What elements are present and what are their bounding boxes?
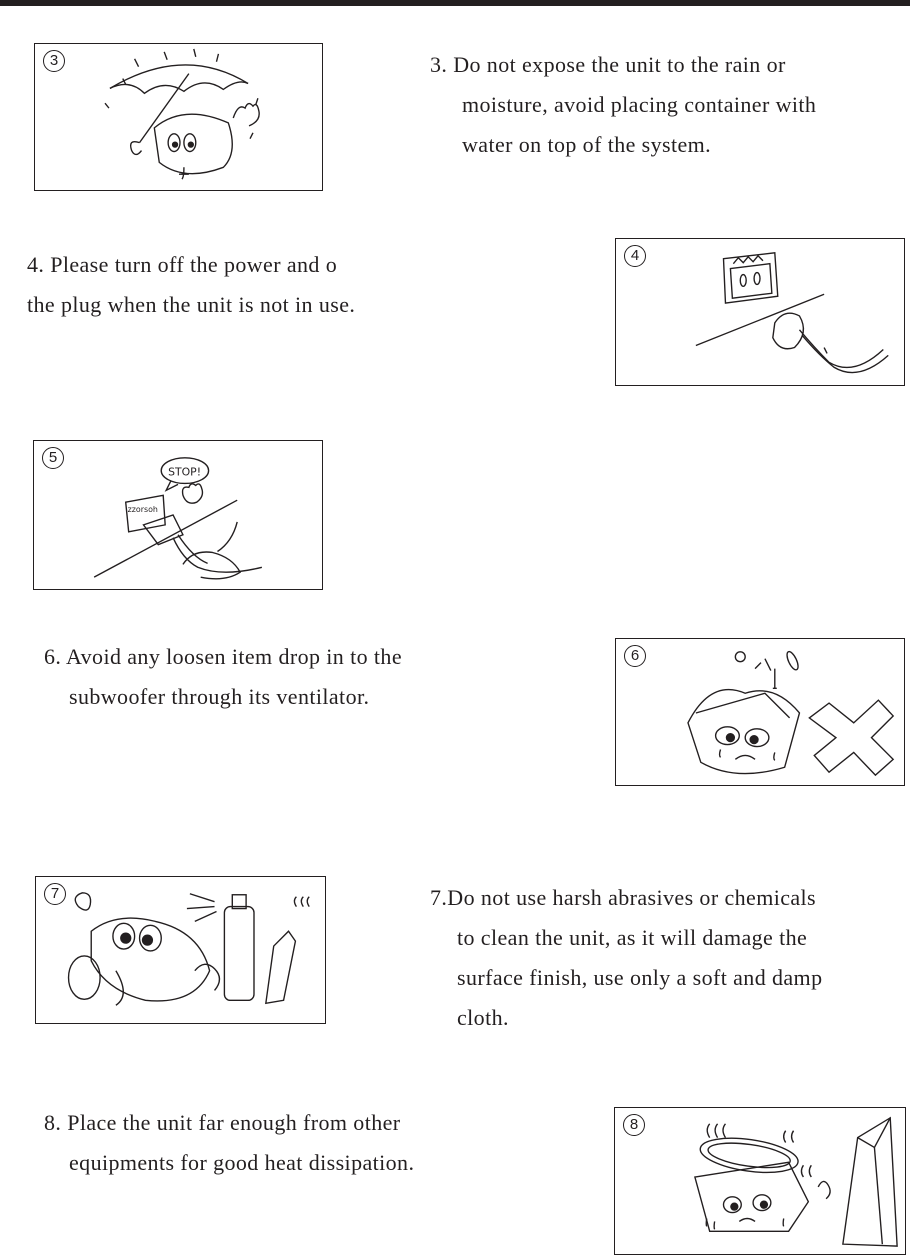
stop-label: STOP! — [168, 465, 202, 479]
instruction-7-line-4: cloth. — [457, 1005, 509, 1030]
instruction-7-line-3: surface finish, use only a soft and damp — [457, 965, 823, 990]
instruction-3-line-1: 3. Do not expose the unit to the rain or — [430, 52, 786, 77]
outlet-label: zzorsoh — [127, 505, 158, 515]
illustration-8-frame — [614, 1107, 906, 1255]
illustration-5-frame — [33, 440, 323, 590]
instruction-4-line-1: 4. Please turn off the power and o — [27, 252, 338, 277]
instruction-8 — [44, 1103, 414, 1183]
instruction-4 — [27, 245, 437, 325]
badge-4: 4 — [624, 245, 646, 267]
wall-outlet-plug-icon — [616, 239, 904, 385]
badge-5: 5 — [42, 447, 64, 469]
unplug-stop-icon — [34, 441, 322, 589]
item-drop-no-icon — [616, 639, 904, 785]
chemical-spray-icon — [36, 877, 325, 1023]
instruction-7-line-1: 7.Do not use harsh abrasives or chemicals — [430, 885, 817, 910]
instruction-7-line-2: to clean the unit, as it will damage the — [457, 925, 808, 950]
instruction-6-line-2: subwoofer through its ventilator. — [69, 684, 370, 709]
badge-8: 8 — [623, 1114, 645, 1136]
instruction-3-line-2: moisture, avoid placing container with — [462, 92, 817, 117]
instruction-3-line-3: water on top of the system. — [462, 132, 712, 157]
illustration-7-frame — [35, 876, 326, 1024]
umbrella-rain-icon — [35, 44, 322, 190]
top-rule — [0, 0, 910, 6]
instruction-7 — [430, 878, 822, 1038]
instruction-6 — [44, 637, 402, 717]
instruction-4-line-2: the plug when the unit is not in use. — [27, 292, 356, 317]
heat-dissipation-icon — [615, 1108, 905, 1254]
instruction-3 — [430, 45, 816, 165]
badge-3: 3 — [43, 50, 65, 72]
instruction-8-line-1: 8. Place the unit far enough from other — [44, 1110, 401, 1135]
instruction-6-line-1: 6. Avoid any loosen item drop in to the — [44, 644, 402, 669]
illustration-4-frame — [615, 238, 905, 386]
badge-6: 6 — [624, 645, 646, 667]
illustration-6-frame — [615, 638, 905, 786]
instruction-8-line-2: equipments for good heat dissipation. — [69, 1150, 415, 1175]
badge-7: 7 — [44, 883, 66, 905]
illustration-3-frame — [34, 43, 323, 191]
